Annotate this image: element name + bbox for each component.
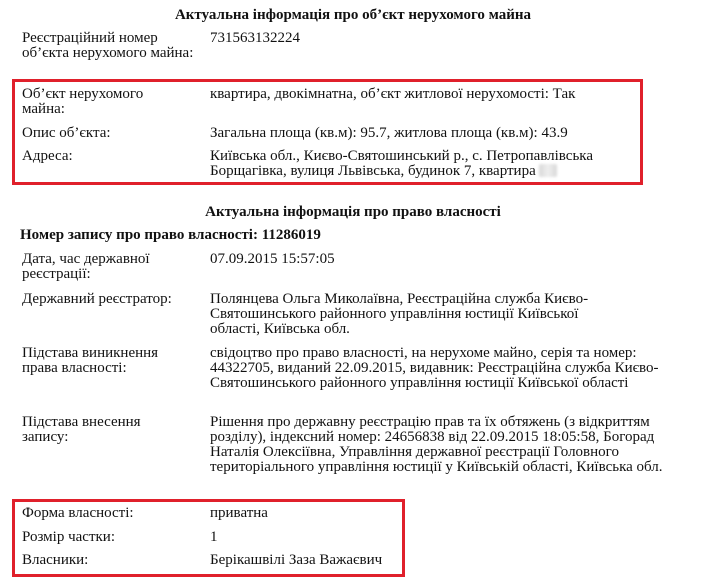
- object-section-heading: Актуальна інформація про об’єкт нерухомого майна: [174, 7, 532, 23]
- redacted-apartment-number: [539, 164, 557, 177]
- ownership-form-label: Форма власності:: [22, 505, 134, 521]
- ownership-basis-label: Підстава виникнення права власності:: [22, 345, 159, 376]
- owners-label: Власники:: [22, 552, 89, 568]
- ownership-form-value: приватна: [210, 505, 268, 521]
- registration-datetime-value: 07.09.2015 15:57:05: [210, 251, 335, 267]
- object-type-value: квартира, двокімнатна, об’єкт житлової нерухомості: Так: [210, 86, 576, 102]
- share-size-value: 1: [210, 529, 218, 545]
- owners-value: Берікашвілі Заза Важаєвич: [210, 552, 383, 568]
- registration-datetime-label: Дата, час державної реєстрації:: [22, 251, 150, 282]
- object-description-value: Загальна площа (кв.м): 95.7, житлова площа (кв.м): 43.9: [210, 125, 568, 141]
- address-text: Київська обл., Києво-Святошинський р., с. Петропавлівська Борщагівка, вулиця Львівська, будинок 7, квартира: [210, 148, 594, 179]
- state-registrar-value: Полянцева Ольга Миколаївна, Реєстраційна служба Києво-Святошинського районного управління юстиції Київської області, Київська обл.: [210, 291, 589, 337]
- state-registrar-label: Державний реєстратор:: [22, 291, 172, 307]
- address-label: Адреса:: [22, 148, 73, 164]
- address-value: [210, 149, 630, 179]
- object-type-label: Об’єкт нерухомого майна:: [22, 86, 144, 117]
- ownership-basis-value: свідоцтво про право власності, на нерухоме майно, серія та номер: 44322705, виданий 22.09.2015, видавник: Реєстраційна служба Києво-Святошинського районного управління юстиції Київської області: [210, 345, 659, 391]
- entry-basis-label: Підстава внесення запису:: [22, 414, 141, 445]
- registration-number-label: Реєстраційний номер об’єкта нерухомого майна:: [22, 30, 194, 61]
- ownership-record-number: Номер запису про право власності: 11286019: [20, 227, 321, 243]
- object-description-label: Опис об’єкта:: [22, 125, 111, 141]
- registration-number-value: 731563132224: [210, 30, 300, 46]
- ownership-section-heading: Актуальна інформація про право власності: [205, 204, 501, 220]
- entry-basis-value: Рішення про державну реєстрацію прав та їх обтяжень (з відкриттям розділу), індексний номер: 24656838 від 22.09.2015 18:05:58, Богорад Наталія Олексіївна, Управління державної реєстрації Головного територіального управління юстиції у Київській області, Київська обл.: [210, 414, 663, 475]
- share-size-label: Розмір частки:: [22, 529, 115, 545]
